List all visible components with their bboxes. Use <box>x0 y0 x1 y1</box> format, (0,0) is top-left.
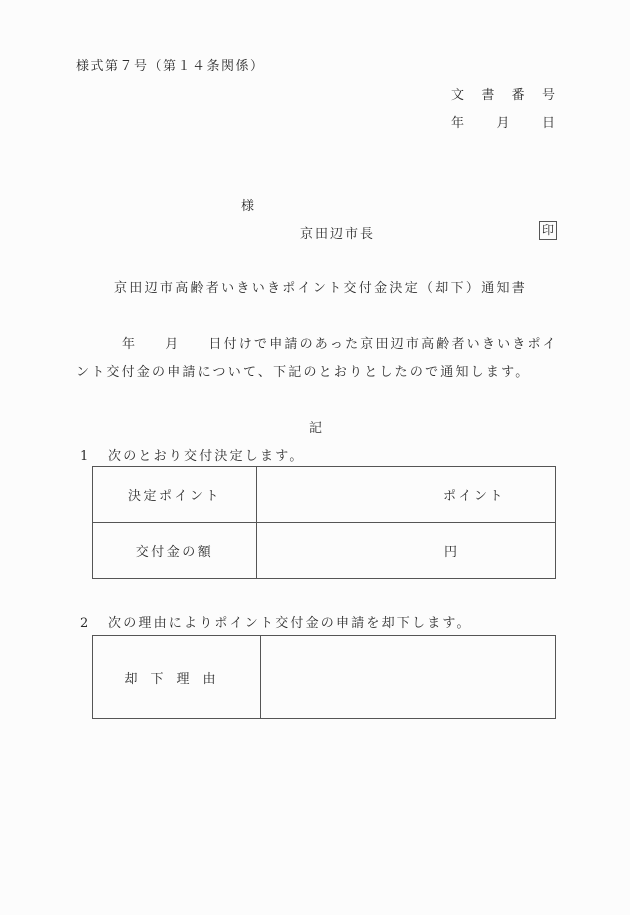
section-text: 次の理由によりポイント交付金の申請を却下します。 <box>108 616 472 631</box>
date-month: 月 <box>496 116 510 131</box>
rejection-reason-table <box>92 635 556 719</box>
grant-amount-value: 円 <box>257 523 556 579</box>
rejection-reason-value <box>261 636 556 719</box>
document-number-label <box>451 84 555 103</box>
docnum-char: 文 <box>451 88 465 103</box>
docnum-char: 号 <box>541 88 555 103</box>
section-text: 次のとおり交付決定します。 <box>108 449 305 464</box>
body-text: 日付けで申請のあった京田辺市高齢者いきいきポイ <box>208 337 558 352</box>
sender-name: 京田辺市長 <box>300 227 376 242</box>
section-2-heading <box>80 612 472 631</box>
body-month: 月 <box>165 337 181 352</box>
ki-heading: 記 <box>309 421 323 436</box>
grant-amount-label: 交付金の額 <box>93 523 257 579</box>
table-row <box>93 636 556 719</box>
body-line-1 <box>76 333 558 352</box>
docnum-char: 番 <box>511 88 525 103</box>
decided-points-value: ポイント <box>257 467 556 523</box>
table-row <box>93 523 556 579</box>
issue-date-label <box>451 112 555 131</box>
seal-mark: 印 <box>539 221 557 240</box>
body-line-2: ント交付金の申請について、下記のとおりとしたので通知します。 <box>76 365 531 380</box>
addressee-honorific: 様 <box>241 199 255 214</box>
document-title: 京田辺市高齢者いきいきポイント交付金決定（却下）通知書 <box>114 281 528 296</box>
docnum-char: 書 <box>481 88 495 103</box>
section-1-heading <box>80 445 305 464</box>
table-row <box>93 467 556 523</box>
grant-decision-table <box>92 466 556 579</box>
date-year: 年 <box>451 116 465 131</box>
body-year: 年 <box>122 337 138 352</box>
rejection-reason-label: 却下理由 <box>93 636 261 719</box>
decided-points-label: 決定ポイント <box>93 467 257 523</box>
section-number: 2 <box>80 616 89 631</box>
form-number: 様式第７号（第１４条関係） <box>76 59 265 74</box>
section-number: 1 <box>80 449 89 464</box>
date-day: 日 <box>541 116 555 131</box>
